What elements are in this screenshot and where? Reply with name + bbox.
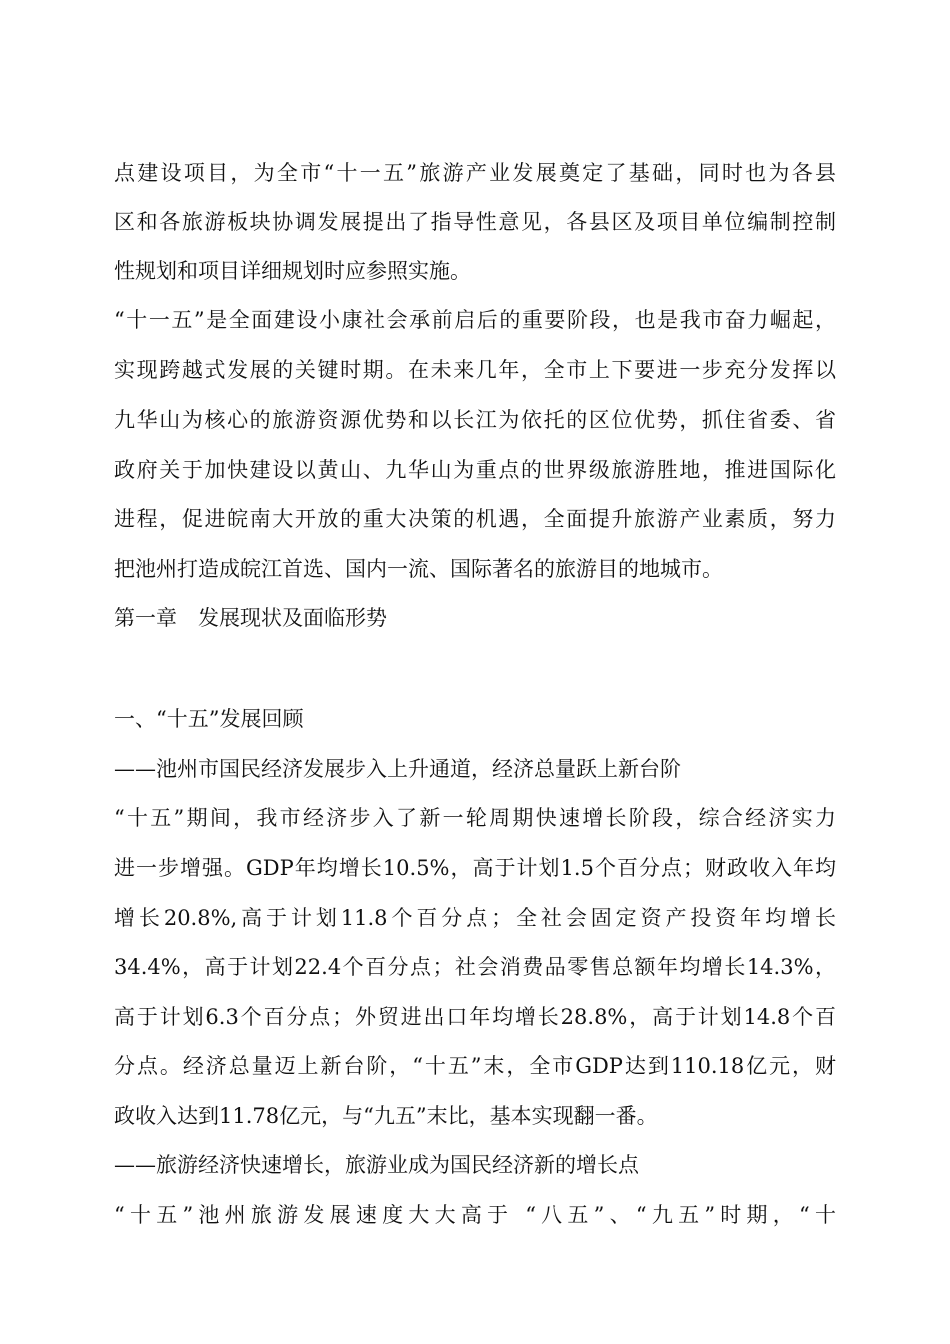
paragraph-line: “十五”池州旅游发展速度大大高于 “八五”、“九五”时期，“十: [114, 1203, 836, 1227]
paragraph-line: 增长20.8%,高于计划11.8个百分点；全社会固定资产投资年均增长: [114, 906, 836, 930]
paragraph-line: 区和各旅游板块协调发展提出了指导性意见，各县区及项目单位编制控制: [114, 210, 836, 234]
section-heading: 一、“十五”发展回顾: [114, 707, 304, 731]
paragraph-line: 分点。经济总量迈上新台阶，“十五”末，全市GDP达到110.18亿元，财: [114, 1054, 836, 1078]
paragraph-line: 进一步增强。GDP年均增长10.5%，高于计划1.5个百分点；财政收入年均: [114, 856, 836, 880]
paragraph-line: 把池州打造成皖江首选、国内一流、国际著名的旅游目的地城市。: [114, 557, 723, 581]
paragraph-line: “十一五”是全面建设小康社会承前启后的重要阶段，也是我市奋力崛起，: [114, 308, 836, 332]
paragraph-line: 34.4%，高于计划22.4个百分点；社会消费品零售总额年均增长14.3%，: [114, 955, 836, 979]
paragraph-line: 性规划和项目详细规划时应参照实施。: [114, 259, 471, 283]
paragraph-line: 点建设项目，为全市“十一五”旅游产业发展奠定了基础，同时也为各县: [114, 161, 836, 185]
paragraph-line: 高于计划6.3个百分点；外贸进出口年均增长28.8%，高于计划14.8个百: [114, 1005, 836, 1029]
subsection-heading: ——池州市国民经济发展步入上升通道，经济总量跃上新台阶: [114, 757, 681, 781]
paragraph-line: 进程，促进皖南大开放的重大决策的机遇，全面提升旅游产业素质，努力: [114, 507, 836, 531]
paragraph-line: 政收入达到11.78亿元，与“九五”末比，基本实现翻一番。: [114, 1104, 658, 1128]
subsection-heading: ——旅游经济快速增长，旅游业成为国民经济新的增长点: [114, 1153, 639, 1177]
paragraph-line: “十五”期间，我市经济步入了新一轮周期快速增长阶段，综合经济实力: [114, 806, 836, 830]
paragraph-line: 九华山为核心的旅游资源优势和以长江为依托的区位优势，抓住省委、省: [114, 408, 836, 432]
chapter-heading: 第一章 发展现状及面临形势: [114, 606, 387, 630]
paragraph-line: 实现跨越式发展的关键时期。在未来几年，全市上下要进一步充分发挥以: [114, 358, 836, 382]
paragraph-line: 政府关于加快建设以黄山、九华山为重点的世界级旅游胜地，推进国际化: [114, 458, 836, 482]
